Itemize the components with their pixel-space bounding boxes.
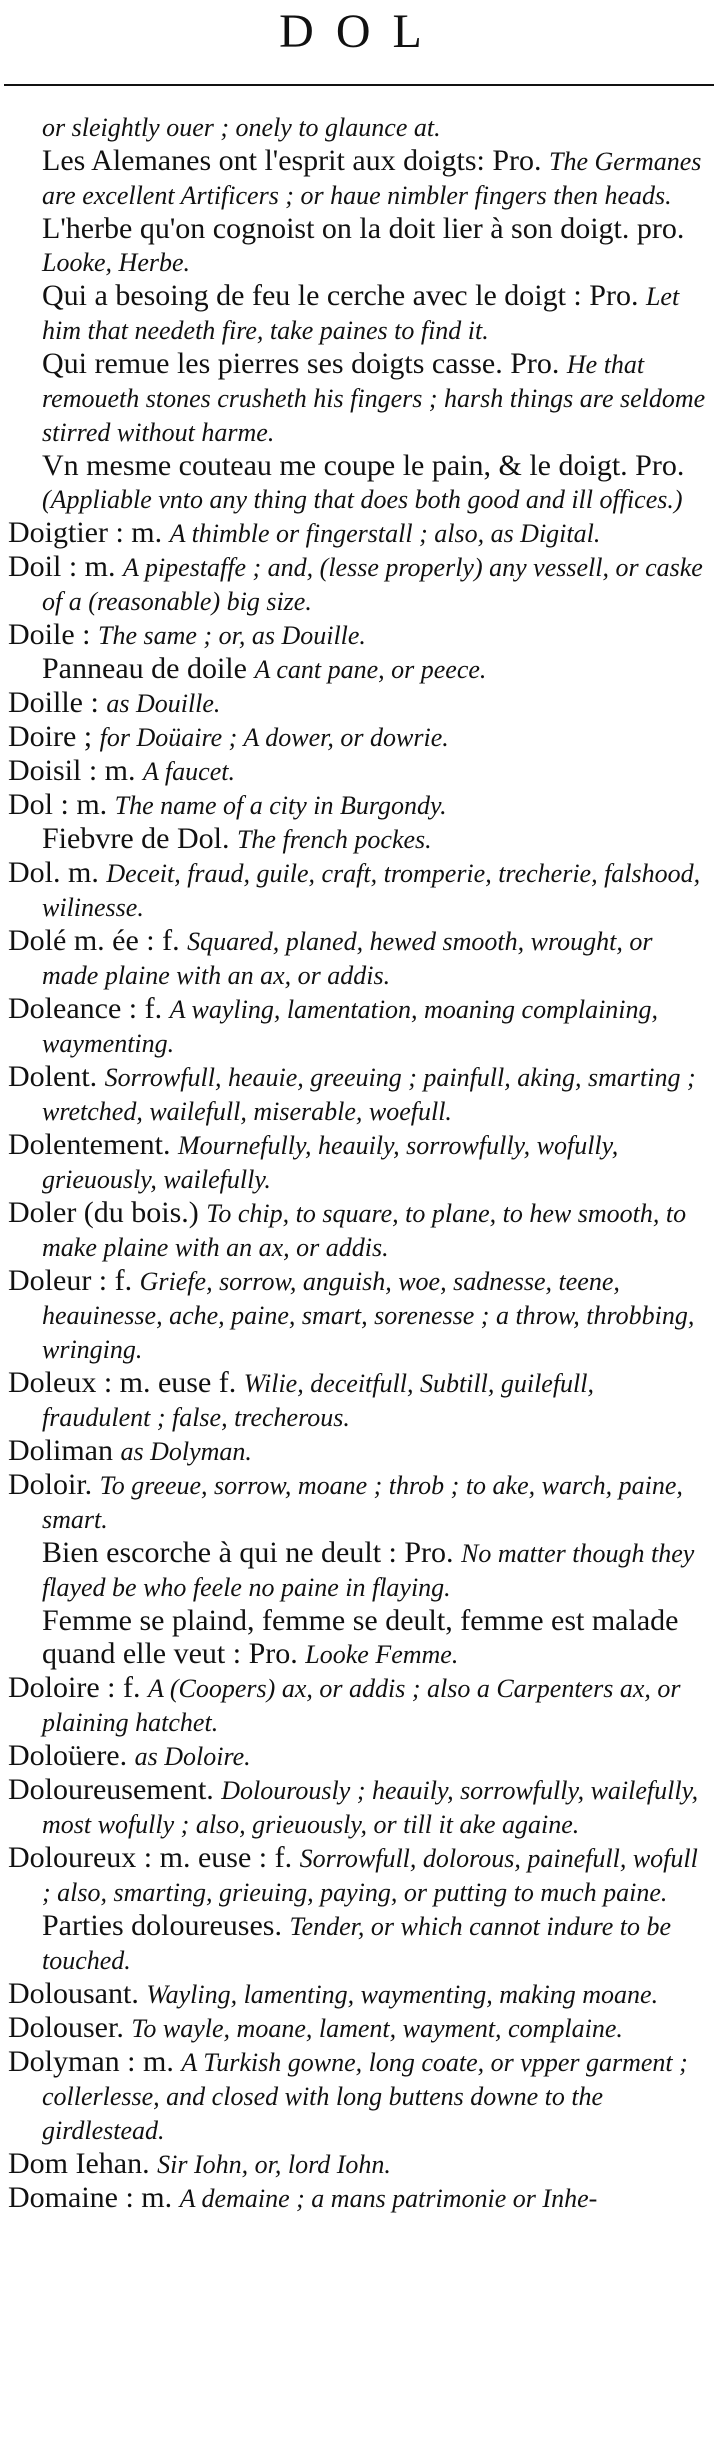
entry-definition: To wayle, moane, lament, wayment, complaine. bbox=[131, 2014, 623, 2043]
dictionary-entry bbox=[8, 279, 708, 347]
dictionary-entry bbox=[8, 856, 708, 924]
entry-definition: Looke Femme. bbox=[305, 1640, 459, 1669]
entry-definition: Deceit, fraud, guile, craft, tromperie, trecherie, falshood, wilinesse. bbox=[42, 859, 701, 922]
entry-headword: Panneau de doile bbox=[42, 652, 247, 685]
entry-headword: Doigtier : m. bbox=[8, 516, 163, 549]
dictionary-entry bbox=[8, 822, 708, 856]
entry-definition: The Germanes are excellent Artificers ; or haue nimbler fingers then heads. bbox=[42, 147, 702, 210]
dictionary-entry bbox=[8, 924, 708, 992]
entry-headword: Doire ; bbox=[8, 720, 93, 753]
entry-definition: Looke, Herbe. bbox=[42, 248, 191, 277]
dictionary-entry bbox=[8, 550, 708, 618]
dictionary-entry bbox=[8, 652, 708, 686]
dictionary-entry bbox=[8, 449, 708, 516]
entry-headword: L'herbe qu'on cognoist on la doit lier à son doigt. pro. bbox=[42, 212, 685, 245]
entry-headword: Dolé m. ée : f. bbox=[8, 924, 180, 957]
entry-headword: Dolyman : m. bbox=[8, 2045, 174, 2078]
entry-definition: A cant pane, or peece. bbox=[254, 655, 487, 684]
entry-definition: Mournefully, heauily, sorrowfully, wofully, grieuously, wailefully. bbox=[42, 1131, 619, 1194]
dictionary-entry bbox=[8, 788, 708, 822]
dictionary-entry bbox=[8, 618, 708, 652]
entry-headword: Dom Iehan. bbox=[8, 2147, 150, 2180]
entry-definition: A (Coopers) ax, or addis ; also a Carpenters ax, or plaining hatchet. bbox=[42, 1674, 681, 1737]
entry-headword: Doille : bbox=[8, 686, 99, 719]
entry-definition: Wayling, lamenting, waymenting, making moane. bbox=[146, 1980, 659, 2009]
dictionary-entry bbox=[8, 1536, 708, 1604]
entry-headword: Doloureusement. bbox=[8, 1773, 214, 1806]
entry-definition: A demaine ; a mans patrimonie or Inhe- bbox=[179, 2184, 598, 2213]
entry-definition: A Turkish gowne, long coate, or vpper garment ; collerlesse, and closed with long buttens downe to the girdlestead. bbox=[42, 2048, 688, 2145]
entry-definition: To greeue, sorrow, moane ; throb ; to ake, warch, paine, smart. bbox=[42, 1471, 683, 1534]
entry-headword: Qui remue les pierres ses doigts casse. Pro. bbox=[42, 347, 560, 380]
entry-definition: A faucet. bbox=[143, 757, 235, 786]
entry-definition: as Douille. bbox=[106, 689, 221, 718]
dictionary-entry bbox=[8, 1434, 708, 1468]
entry-headword: Dol. m. bbox=[8, 856, 99, 889]
entry-definition: (Appliable vnto any thing that does both good and ill offices.) bbox=[42, 485, 683, 514]
entry-definition: Tender, or which cannot indure to be touched. bbox=[42, 1912, 672, 1975]
entry-definition: as Doloire. bbox=[134, 1742, 251, 1771]
dictionary-entry bbox=[8, 2011, 708, 2045]
entry-definition: A pipestaffe ; and, (lesse properly) any vessell, or caske of a (reasonable) big size. bbox=[42, 553, 703, 616]
entry-definition: He that remoueth stones crusheth his fingers ; harsh things are seldome stirred without harme. bbox=[42, 350, 706, 447]
entry-definition: Dolourously ; heauily, sorrowfully, wailefully, most wofully ; also, grieuously, or till it ake againe. bbox=[42, 1776, 699, 1839]
entry-headword: Doloureux : m. euse : f. bbox=[8, 1841, 293, 1874]
dictionary-entry bbox=[8, 1604, 708, 1671]
entry-definition: Wilie, deceitfull, Subtill, guilefull, fraudulent ; false, trecherous. bbox=[42, 1369, 595, 1432]
entry-definition: Let him that needeth fire, take paines to find it. bbox=[42, 282, 680, 345]
entry-definition: Griefe, sorrow, anguish, woe, sadnesse, teene, heauinesse, ache, paine, smart, sorenesse ; a throw, throbbing, wringing. bbox=[42, 1267, 695, 1364]
dictionary-entry bbox=[8, 720, 708, 754]
page-headword: DOL bbox=[279, 5, 444, 58]
entry-definition: Squared, planed, hewed smooth, wrought, or made plaine with an ax, or addis. bbox=[42, 927, 653, 990]
entry-definition: or sleightly ouer ; onely to glaunce at. bbox=[42, 113, 441, 142]
header-rule bbox=[4, 84, 714, 86]
entry-definition: A wayling, lamentation, moaning complaining, waymenting. bbox=[42, 995, 659, 1058]
entry-headword: Dolentement. bbox=[8, 1128, 171, 1161]
entry-headword: Doloir. bbox=[8, 1468, 93, 1501]
dictionary-entry bbox=[8, 1739, 708, 1773]
entry-definition: The same ; or, as Douille. bbox=[98, 621, 366, 650]
entry-headword: Doisil : m. bbox=[8, 754, 136, 787]
entry-definition: for Doüaire ; A dower, or dowrie. bbox=[99, 723, 449, 752]
entry-definition: as Dolyman. bbox=[120, 1437, 252, 1466]
entry-definition: Sorrowfull, dolorous, painefull, wofull ; also, smarting, grieuing, paying, or putting to much paine. bbox=[42, 1844, 698, 1907]
entry-headword: Qui a besoing de feu le cerche avec le doigt : Pro. bbox=[42, 279, 639, 312]
entry-headword: Doleux : m. euse f. bbox=[8, 1366, 237, 1399]
entry-definition: A thimble or fingerstall ; also, as Digital. bbox=[169, 519, 601, 548]
dictionary-entry bbox=[8, 1196, 708, 1264]
dictionary-entry bbox=[8, 1128, 708, 1196]
entry-headword: Doile : bbox=[8, 618, 91, 651]
dictionary-entry bbox=[8, 212, 708, 279]
entry-headword: Les Alemanes ont l'esprit aux doigts: Pro. bbox=[42, 144, 542, 177]
entry-headword: Bien escorche à qui ne deult : Pro. bbox=[42, 1536, 454, 1569]
entry-headword: Doler (du bois.) bbox=[8, 1196, 199, 1229]
entry-headword: Dolousant. bbox=[8, 1977, 139, 2010]
entry-headword: Doil : m. bbox=[8, 550, 116, 583]
entry-definition: The french pockes. bbox=[236, 825, 432, 854]
dictionary-entry bbox=[8, 1977, 708, 2011]
entry-definition: Sorrowfull, heauie, greeuing ; painfull, aking, smarting ; wretched, wailefull, miserable, woefull. bbox=[42, 1063, 696, 1126]
dictionary-entry bbox=[8, 110, 708, 144]
entry-headword: Doleance : f. bbox=[8, 992, 163, 1025]
entry-definition: To chip, to square, to plane, to hew smooth, to make plaine with an ax, or addis. bbox=[42, 1199, 687, 1262]
entry-headword: Dol : m. bbox=[8, 788, 108, 821]
dictionary-entry bbox=[8, 1671, 708, 1739]
entry-list bbox=[8, 110, 708, 2215]
dictionary-entry bbox=[8, 144, 708, 212]
dictionary-entry bbox=[8, 1468, 708, 1536]
entry-headword: Doliman bbox=[8, 1434, 113, 1467]
entry-headword: Domaine : m. bbox=[8, 2181, 173, 2214]
entry-headword: Doloüere. bbox=[8, 1739, 128, 1772]
dictionary-entry bbox=[8, 2147, 708, 2181]
entry-headword: Dolent. bbox=[8, 1060, 98, 1093]
dictionary-entry bbox=[8, 1773, 708, 1841]
dictionary-entry bbox=[8, 992, 708, 1060]
dictionary-entry bbox=[8, 686, 708, 720]
dictionary-entry bbox=[8, 2181, 708, 2215]
entry-headword: Doleur : f. bbox=[8, 1264, 133, 1297]
entry-headword: Parties doloureuses. bbox=[42, 1909, 282, 1942]
entry-headword: Fiebvre de Dol. bbox=[42, 822, 230, 855]
entry-headword: Doloire : f. bbox=[8, 1671, 141, 1704]
entry-definition: The name of a city in Burgondy. bbox=[114, 791, 447, 820]
entry-headword: Vn mesme couteau me coupe le pain, & le doigt. Pro. bbox=[42, 449, 685, 482]
entry-definition: Sir Iohn, or, lord Iohn. bbox=[157, 2150, 391, 2179]
dictionary-entry bbox=[8, 754, 708, 788]
entry-headword: Femme se plaind, femme se deult, femme est malade quand elle veut : Pro. bbox=[42, 1604, 679, 1670]
dictionary-entry bbox=[8, 347, 708, 449]
dictionary-entry bbox=[8, 2045, 708, 2147]
dictionary-entry bbox=[8, 1264, 708, 1366]
dictionary-entry bbox=[8, 1366, 708, 1434]
dictionary-entry bbox=[8, 1841, 708, 1909]
dictionary-entry bbox=[8, 516, 708, 550]
entry-headword: Dolouser. bbox=[8, 2011, 124, 2044]
entry-definition: No matter though they flayed be who feele no paine in flaying. bbox=[42, 1539, 695, 1602]
dictionary-entry bbox=[8, 1909, 708, 1977]
dictionary-entry bbox=[8, 1060, 708, 1128]
